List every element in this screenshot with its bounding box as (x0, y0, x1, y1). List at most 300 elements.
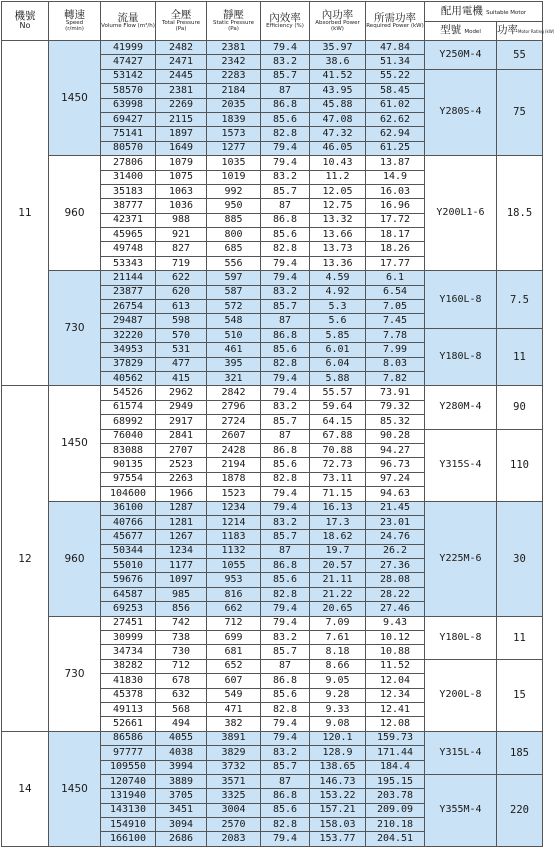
required-power-cell: 55.22 (366, 69, 425, 83)
efficiency-cell: 87 (261, 199, 310, 213)
absorbed-power-cell: 120.1 (310, 731, 366, 745)
flow-cell: 27451 (101, 616, 156, 630)
required-power-cell: 7.45 (366, 314, 425, 328)
efficiency-cell: 83.2 (261, 631, 310, 645)
total-pressure-cell: 1075 (156, 170, 207, 184)
total-pressure-cell: 568 (156, 702, 207, 716)
static-pressure-cell: 382 (207, 717, 261, 731)
static-pressure-cell: 816 (207, 587, 261, 601)
total-pressure-cell: 2115 (156, 112, 207, 126)
flow-cell: 27806 (101, 156, 156, 170)
static-pressure-cell: 572 (207, 300, 261, 314)
flow-cell: 53343 (101, 256, 156, 270)
required-power-cell: 14.9 (366, 170, 425, 184)
total-pressure-cell: 632 (156, 688, 207, 702)
absorbed-power-cell: 8.18 (310, 645, 366, 659)
efficiency-cell: 79.4 (261, 487, 310, 501)
motor-model-cell: Y200L1-6 (425, 156, 497, 271)
required-power-cell: 61.02 (366, 98, 425, 112)
header-motor-model: 型號 Model (425, 21, 497, 41)
required-power-cell: 7.05 (366, 300, 425, 314)
required-power-cell: 18.17 (366, 228, 425, 242)
absorbed-power-cell: 73.11 (310, 472, 366, 486)
efficiency-cell: 83.2 (261, 285, 310, 299)
flow-cell: 64587 (101, 587, 156, 601)
total-pressure-cell: 1287 (156, 501, 207, 515)
absorbed-power-cell: 47.32 (310, 127, 366, 141)
flow-cell: 97777 (101, 746, 156, 760)
speed-cell: 960 (49, 501, 101, 616)
header-motor-power: 功率Motor Rating (kW) (497, 21, 543, 41)
total-pressure-cell: 2445 (156, 69, 207, 83)
efficiency-cell: 85.6 (261, 573, 310, 587)
absorbed-power-cell: 158.03 (310, 818, 366, 832)
absorbed-power-cell: 5.88 (310, 371, 366, 385)
flow-cell: 154910 (101, 818, 156, 832)
total-pressure-cell: 531 (156, 343, 207, 357)
absorbed-power-cell: 6.04 (310, 357, 366, 371)
total-pressure-cell: 719 (156, 256, 207, 270)
static-pressure-cell: 395 (207, 357, 261, 371)
required-power-cell: 28.08 (366, 573, 425, 587)
efficiency-cell: 79.4 (261, 271, 310, 285)
absorbed-power-cell: 128.9 (310, 746, 366, 760)
static-pressure-cell: 2607 (207, 429, 261, 443)
header-machine: 機號 No (2, 2, 49, 41)
speed-cell: 1450 (49, 41, 101, 156)
efficiency-cell: 85.6 (261, 112, 310, 126)
required-power-cell: 12.34 (366, 688, 425, 702)
flow-cell: 21144 (101, 271, 156, 285)
required-power-cell: 13.87 (366, 156, 425, 170)
static-pressure-cell: 652 (207, 659, 261, 673)
motor-power-cell: 11 (497, 616, 543, 659)
absorbed-power-cell: 6.01 (310, 343, 366, 357)
flow-cell: 63998 (101, 98, 156, 112)
absorbed-power-cell: 70.88 (310, 443, 366, 457)
static-pressure-cell: 1878 (207, 472, 261, 486)
required-power-cell: 17.77 (366, 256, 425, 270)
total-pressure-cell: 2482 (156, 41, 207, 55)
required-power-cell: 210.18 (366, 818, 425, 832)
efficiency-cell: 82.8 (261, 242, 310, 256)
motor-model-cell: Y180L-8 (425, 616, 497, 659)
flow-cell: 35183 (101, 184, 156, 198)
flow-cell: 166100 (101, 832, 156, 846)
table-row (2, 271, 543, 285)
motor-model-cell: Y160L-8 (425, 271, 497, 329)
required-power-cell: 21.45 (366, 501, 425, 515)
header-flow: 流量 Volume Flow (m³/h) (101, 2, 156, 41)
total-pressure-cell: 3994 (156, 760, 207, 774)
static-pressure-cell: 2283 (207, 69, 261, 83)
absorbed-power-cell: 43.95 (310, 84, 366, 98)
static-pressure-cell: 2570 (207, 818, 261, 832)
flow-cell: 34734 (101, 645, 156, 659)
total-pressure-cell: 1234 (156, 544, 207, 558)
efficiency-cell: 85.6 (261, 458, 310, 472)
flow-cell: 69253 (101, 602, 156, 616)
total-pressure-cell: 622 (156, 271, 207, 285)
header-absorbed-power: 內功率 Absorbed Power (kW) (310, 2, 366, 41)
required-power-cell: 7.78 (366, 328, 425, 342)
efficiency-cell: 87 (261, 659, 310, 673)
total-pressure-cell: 2949 (156, 400, 207, 414)
flow-cell: 23877 (101, 285, 156, 299)
motor-model-cell: Y280S-4 (425, 69, 497, 155)
motor-power-cell: 30 (497, 501, 543, 616)
absorbed-power-cell: 13.73 (310, 242, 366, 256)
total-pressure-cell: 827 (156, 242, 207, 256)
efficiency-cell: 85.7 (261, 760, 310, 774)
table-row (2, 501, 543, 515)
static-pressure-cell: 471 (207, 702, 261, 716)
efficiency-cell: 79.4 (261, 616, 310, 630)
required-power-cell: 6.1 (366, 271, 425, 285)
motor-power-cell: 110 (497, 429, 543, 501)
required-power-cell: 11.52 (366, 659, 425, 673)
absorbed-power-cell: 45.88 (310, 98, 366, 112)
efficiency-cell: 85.6 (261, 688, 310, 702)
static-pressure-cell: 3829 (207, 746, 261, 760)
total-pressure-cell: 738 (156, 631, 207, 645)
motor-model-cell: Y355M-4 (425, 774, 497, 846)
required-power-cell: 12.41 (366, 702, 425, 716)
flow-cell: 52661 (101, 717, 156, 731)
required-power-cell: 10.88 (366, 645, 425, 659)
static-pressure-cell: 1523 (207, 487, 261, 501)
static-pressure-cell: 2194 (207, 458, 261, 472)
efficiency-cell: 79.4 (261, 386, 310, 400)
table-row (2, 386, 543, 400)
static-pressure-cell: 587 (207, 285, 261, 299)
required-power-cell: 24.76 (366, 530, 425, 544)
required-power-cell: 16.03 (366, 184, 425, 198)
static-pressure-cell: 2083 (207, 832, 261, 846)
absorbed-power-cell: 9.08 (310, 717, 366, 731)
table-row (2, 156, 543, 170)
motor-power-cell: 11 (497, 328, 543, 386)
static-pressure-cell: 953 (207, 573, 261, 587)
total-pressure-cell: 2381 (156, 84, 207, 98)
absorbed-power-cell: 16.13 (310, 501, 366, 515)
static-pressure-cell: 1234 (207, 501, 261, 515)
absorbed-power-cell: 20.65 (310, 602, 366, 616)
efficiency-cell: 82.8 (261, 587, 310, 601)
required-power-cell: 203.78 (366, 789, 425, 803)
header-static-pressure: 靜壓 Static Pressure (Pa) (207, 2, 261, 41)
static-pressure-cell: 1277 (207, 141, 261, 155)
efficiency-cell: 86.8 (261, 559, 310, 573)
flow-cell: 50344 (101, 544, 156, 558)
static-pressure-cell: 461 (207, 343, 261, 357)
total-pressure-cell: 730 (156, 645, 207, 659)
static-pressure-cell: 1839 (207, 112, 261, 126)
table-row (2, 731, 543, 745)
absorbed-power-cell: 46.05 (310, 141, 366, 155)
total-pressure-cell: 477 (156, 357, 207, 371)
flow-cell: 80570 (101, 141, 156, 155)
efficiency-cell: 79.4 (261, 731, 310, 745)
absorbed-power-cell: 17.3 (310, 515, 366, 529)
efficiency-cell: 82.8 (261, 818, 310, 832)
absorbed-power-cell: 11.2 (310, 170, 366, 184)
total-pressure-cell: 3705 (156, 789, 207, 803)
header-row (2, 2, 543, 22)
efficiency-cell: 83.2 (261, 400, 310, 414)
motor-model-cell: Y315L-4 (425, 731, 497, 774)
efficiency-cell: 79.4 (261, 141, 310, 155)
flow-cell: 59676 (101, 573, 156, 587)
total-pressure-cell: 1966 (156, 487, 207, 501)
efficiency-cell: 79.4 (261, 156, 310, 170)
motor-power-cell: 220 (497, 774, 543, 846)
required-power-cell: 8.03 (366, 357, 425, 371)
absorbed-power-cell: 21.22 (310, 587, 366, 601)
required-power-cell: 51.34 (366, 55, 425, 69)
absorbed-power-cell: 5.3 (310, 300, 366, 314)
absorbed-power-cell: 9.33 (310, 702, 366, 716)
total-pressure-cell: 1036 (156, 199, 207, 213)
static-pressure-cell: 3325 (207, 789, 261, 803)
header-required-power: 所需功率 Required Power (kW) (366, 2, 425, 41)
motor-power-cell: 18.5 (497, 156, 543, 271)
required-power-cell: 12.04 (366, 674, 425, 688)
flow-cell: 45965 (101, 228, 156, 242)
total-pressure-cell: 1897 (156, 127, 207, 141)
total-pressure-cell: 1097 (156, 573, 207, 587)
static-pressure-cell: 597 (207, 271, 261, 285)
flow-cell: 58570 (101, 84, 156, 98)
absorbed-power-cell: 20.57 (310, 559, 366, 573)
total-pressure-cell: 2707 (156, 443, 207, 457)
static-pressure-cell: 2035 (207, 98, 261, 112)
efficiency-cell: 79.4 (261, 256, 310, 270)
required-power-cell: 16.96 (366, 199, 425, 213)
absorbed-power-cell: 13.66 (310, 228, 366, 242)
required-power-cell: 171.44 (366, 746, 425, 760)
total-pressure-cell: 985 (156, 587, 207, 601)
flow-cell: 75141 (101, 127, 156, 141)
efficiency-cell: 87 (261, 84, 310, 98)
efficiency-cell: 86.8 (261, 674, 310, 688)
total-pressure-cell: 856 (156, 602, 207, 616)
motor-model-cell: Y180L-8 (425, 328, 497, 386)
absorbed-power-cell: 47.08 (310, 112, 366, 126)
flow-cell: 49748 (101, 242, 156, 256)
required-power-cell: 58.45 (366, 84, 425, 98)
flow-cell: 90135 (101, 458, 156, 472)
required-power-cell: 6.54 (366, 285, 425, 299)
absorbed-power-cell: 13.32 (310, 213, 366, 227)
efficiency-cell: 87 (261, 774, 310, 788)
total-pressure-cell: 2471 (156, 55, 207, 69)
flow-cell: 45677 (101, 530, 156, 544)
total-pressure-cell: 4038 (156, 746, 207, 760)
absorbed-power-cell: 4.92 (310, 285, 366, 299)
total-pressure-cell: 570 (156, 328, 207, 342)
total-pressure-cell: 3094 (156, 818, 207, 832)
required-power-cell: 62.62 (366, 112, 425, 126)
flow-cell: 26754 (101, 300, 156, 314)
table-body (2, 41, 543, 847)
required-power-cell: 27.36 (366, 559, 425, 573)
static-pressure-cell: 2724 (207, 415, 261, 429)
absorbed-power-cell: 138.65 (310, 760, 366, 774)
flow-cell: 83088 (101, 443, 156, 457)
motor-model-cell: Y225M-6 (425, 501, 497, 616)
total-pressure-cell: 620 (156, 285, 207, 299)
static-pressure-cell: 2184 (207, 84, 261, 98)
efficiency-cell: 86.8 (261, 213, 310, 227)
absorbed-power-cell: 38.6 (310, 55, 366, 69)
efficiency-cell: 79.4 (261, 717, 310, 731)
static-pressure-cell: 2842 (207, 386, 261, 400)
efficiency-cell: 87 (261, 314, 310, 328)
efficiency-cell: 87 (261, 544, 310, 558)
required-power-cell: 27.46 (366, 602, 425, 616)
efficiency-cell: 79.4 (261, 832, 310, 846)
total-pressure-cell: 598 (156, 314, 207, 328)
absorbed-power-cell: 71.15 (310, 487, 366, 501)
static-pressure-cell: 1132 (207, 544, 261, 558)
flow-cell: 131940 (101, 789, 156, 803)
required-power-cell: 7.82 (366, 371, 425, 385)
header-efficiency: 內效率 Efficiency (%) (261, 2, 310, 41)
flow-cell: 47427 (101, 55, 156, 69)
machine-number: 12 (2, 386, 49, 731)
required-power-cell: 23.01 (366, 515, 425, 529)
static-pressure-cell: 510 (207, 328, 261, 342)
flow-cell: 97554 (101, 472, 156, 486)
static-pressure-cell: 549 (207, 688, 261, 702)
flow-cell: 55010 (101, 559, 156, 573)
static-pressure-cell: 607 (207, 674, 261, 688)
total-pressure-cell: 1267 (156, 530, 207, 544)
speed-cell: 1450 (49, 731, 101, 846)
total-pressure-cell: 494 (156, 717, 207, 731)
total-pressure-cell: 415 (156, 371, 207, 385)
static-pressure-cell: 548 (207, 314, 261, 328)
static-pressure-cell: 992 (207, 184, 261, 198)
required-power-cell: 7.99 (366, 343, 425, 357)
motor-model-cell: Y280M-4 (425, 386, 497, 429)
total-pressure-cell: 2523 (156, 458, 207, 472)
efficiency-cell: 82.8 (261, 127, 310, 141)
flow-cell: 38282 (101, 659, 156, 673)
required-power-cell: 17.72 (366, 213, 425, 227)
header-total-pressure: 全壓 Total Pressure (Pa) (156, 2, 207, 41)
flow-cell: 69427 (101, 112, 156, 126)
speed-cell: 960 (49, 156, 101, 271)
header-speed: 轉速 Speed (r/min) (49, 2, 101, 41)
static-pressure-cell: 2796 (207, 400, 261, 414)
motor-power-cell: 90 (497, 386, 543, 429)
required-power-cell: 184.4 (366, 760, 425, 774)
static-pressure-cell: 1019 (207, 170, 261, 184)
absorbed-power-cell: 18.62 (310, 530, 366, 544)
static-pressure-cell: 1214 (207, 515, 261, 529)
machine-number: 11 (2, 41, 49, 386)
static-pressure-cell: 699 (207, 631, 261, 645)
static-pressure-cell: 1055 (207, 559, 261, 573)
flow-cell: 36100 (101, 501, 156, 515)
flow-cell: 61574 (101, 400, 156, 414)
required-power-cell: 94.63 (366, 487, 425, 501)
flow-cell: 42371 (101, 213, 156, 227)
total-pressure-cell: 1177 (156, 559, 207, 573)
efficiency-cell: 85.6 (261, 343, 310, 357)
flow-cell: 45378 (101, 688, 156, 702)
absorbed-power-cell: 157.21 (310, 803, 366, 817)
required-power-cell: 18.26 (366, 242, 425, 256)
motor-model-cell: Y315S-4 (425, 429, 497, 501)
flow-cell: 143130 (101, 803, 156, 817)
absorbed-power-cell: 8.66 (310, 659, 366, 673)
efficiency-cell: 85.7 (261, 415, 310, 429)
static-pressure-cell: 1035 (207, 156, 261, 170)
flow-cell: 76040 (101, 429, 156, 443)
efficiency-cell: 82.8 (261, 357, 310, 371)
absorbed-power-cell: 19.7 (310, 544, 366, 558)
efficiency-cell: 83.2 (261, 746, 310, 760)
absorbed-power-cell: 12.05 (310, 184, 366, 198)
static-pressure-cell: 685 (207, 242, 261, 256)
efficiency-cell: 79.4 (261, 371, 310, 385)
flow-cell: 49113 (101, 702, 156, 716)
static-pressure-cell: 321 (207, 371, 261, 385)
efficiency-cell: 85.7 (261, 645, 310, 659)
flow-cell: 104600 (101, 487, 156, 501)
flow-cell: 38777 (101, 199, 156, 213)
required-power-cell: 47.84 (366, 41, 425, 55)
absorbed-power-cell: 9.05 (310, 674, 366, 688)
absorbed-power-cell: 4.59 (310, 271, 366, 285)
absorbed-power-cell: 7.09 (310, 616, 366, 630)
static-pressure-cell: 3004 (207, 803, 261, 817)
required-power-cell: 85.32 (366, 415, 425, 429)
total-pressure-cell: 742 (156, 616, 207, 630)
required-power-cell: 12.08 (366, 717, 425, 731)
absorbed-power-cell: 153.22 (310, 789, 366, 803)
static-pressure-cell: 3891 (207, 731, 261, 745)
total-pressure-cell: 3889 (156, 774, 207, 788)
flow-cell: 120740 (101, 774, 156, 788)
flow-cell: 40562 (101, 371, 156, 385)
efficiency-cell: 79.4 (261, 501, 310, 515)
efficiency-cell: 85.7 (261, 530, 310, 544)
machine-number: 14 (2, 731, 49, 846)
efficiency-cell: 82.8 (261, 702, 310, 716)
total-pressure-cell: 2917 (156, 415, 207, 429)
required-power-cell: 94.27 (366, 443, 425, 457)
total-pressure-cell: 921 (156, 228, 207, 242)
flow-cell: 34953 (101, 343, 156, 357)
table-row (2, 41, 543, 55)
flow-cell: 40766 (101, 515, 156, 529)
required-power-cell: 97.24 (366, 472, 425, 486)
static-pressure-cell: 3571 (207, 774, 261, 788)
motor-power-cell: 185 (497, 731, 543, 774)
absorbed-power-cell: 153.77 (310, 832, 366, 846)
static-pressure-cell: 885 (207, 213, 261, 227)
efficiency-cell: 86.8 (261, 328, 310, 342)
flow-cell: 41999 (101, 41, 156, 55)
total-pressure-cell: 2269 (156, 98, 207, 112)
static-pressure-cell: 2381 (207, 41, 261, 55)
total-pressure-cell: 2841 (156, 429, 207, 443)
total-pressure-cell: 2686 (156, 832, 207, 846)
